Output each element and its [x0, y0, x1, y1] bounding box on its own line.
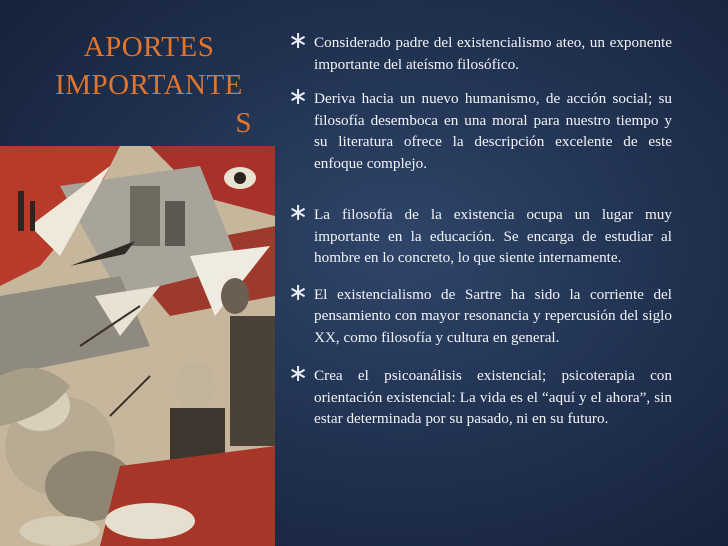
bullet-item	[288, 26, 672, 75]
slide-title	[40, 28, 258, 142]
bullet-item	[288, 277, 672, 349]
bullet-item	[288, 359, 672, 430]
bullet-list	[288, 26, 672, 430]
surrealist-collage-artwork	[0, 146, 275, 546]
bullet-text: La filosofía de la existencia ocupa un lugar muy importante en la educación. Se encarga de estudiar al hombre en lo concreto, lo que siente internamente.	[314, 206, 672, 266]
title-line-1: APORTES	[83, 31, 215, 63]
title-line-2: IMPORTANTE	[55, 69, 243, 101]
asterisk-bullet-icon: ∗	[288, 277, 309, 306]
bullet-text: Considerado padre del existencialismo ateo, un exponente importante del ateísmo filosófico.	[314, 34, 672, 73]
asterisk-bullet-icon: ∗	[288, 26, 309, 54]
bullet-text: Deriva hacia un nuevo humanismo, de acción social; su filosofía desemboca en una moral para nuestro tiempo y su literatura ofrece la descripción excelente de este enfoque complejo.	[314, 90, 672, 172]
asterisk-bullet-icon: ∗	[288, 198, 309, 226]
bullet-item	[288, 198, 672, 269]
asterisk-bullet-icon: ∗	[288, 82, 309, 110]
bullet-item	[288, 82, 672, 174]
asterisk-bullet-icon: ∗	[288, 359, 309, 387]
artwork-image	[0, 146, 275, 546]
bullet-text: El existencialismo de Sartre ha sido la corriente del pensamiento con mayor resonancia y repercusión del siglo XX, como filosofía y cultura en general.	[314, 285, 672, 346]
bullet-text: Crea el psicoanálisis existencial; psicoterapia con orientación existencial: La vida es el “aquí y el ahora”, sin estar determinada por su pasado, ni en su futuro.	[314, 367, 672, 427]
title-line-3: S	[235, 107, 252, 139]
